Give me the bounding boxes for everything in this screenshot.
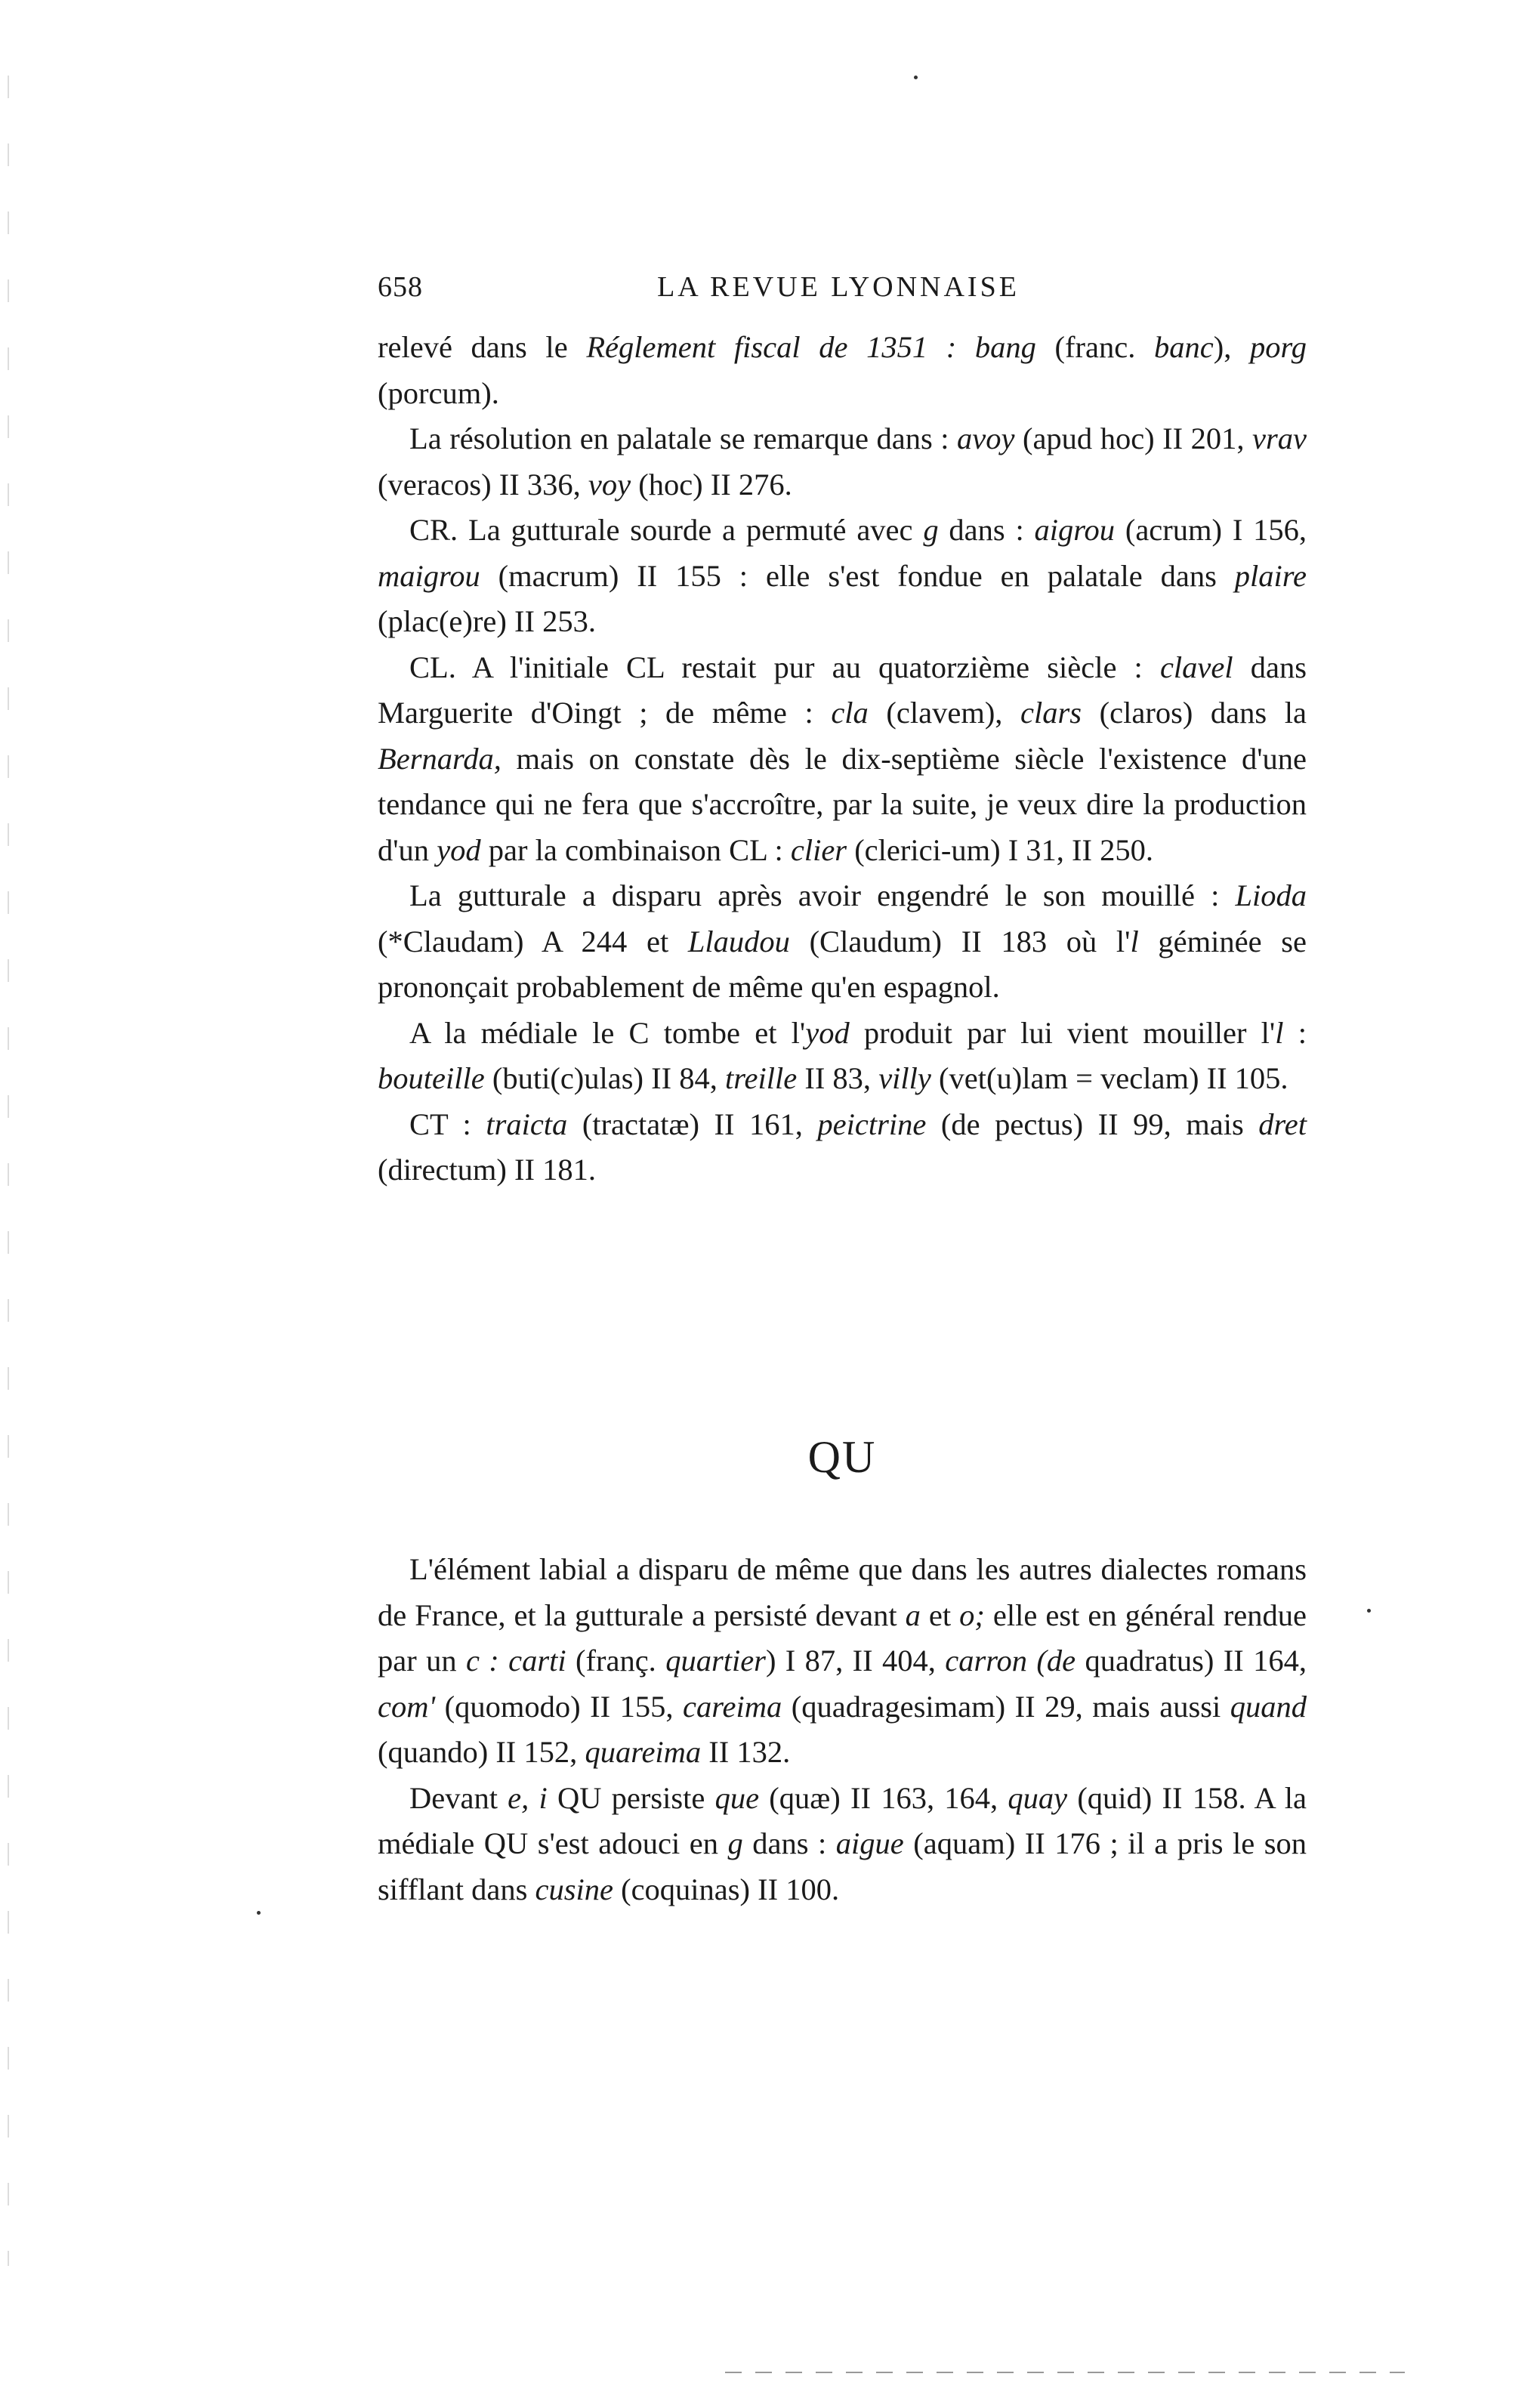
section-body-qu	[378, 1547, 1307, 1912]
page-header	[378, 270, 1307, 316]
section-body-c	[378, 325, 1307, 1193]
paragraph-cl: CL. A l'initiale CL restait pur au quatorzième siècle : clavel dans Marguerite d'Oingt ; de même : cla (clavem), clars (claros) dans la Bernarda, mais on constate dès le dix-septième siècle l'existence d'une tendance qui ne fera que s'accroître, par la suite, je veux dire la production d'un yod par la combinaison CL : clier (clerici-um) I 31, II 250.	[378, 650, 1307, 867]
paragraph-labial: L'élément labial a disparu de même que dans les autres dialectes romans de France, et la gutturale a persisté devant a et o; elle est en général rendue par un c : carti (franç. quartier) I 87, II 404, carron (de quadratus) II 164, com' (quomodo) II 155, careima (quadragesimam) II 29, mais aussi quand (quando) II 152, quareima II 132.	[378, 1552, 1307, 1769]
paragraph-ct: CT : traicta (tractatæ) II 161, peictrine (de pectus) II 99, mais dret (directum) II 181.	[378, 1107, 1307, 1187]
paragraph-devant-e-i: Devant e, i QU persiste que (quæ) II 163, 164, quay (quid) II 158. A la médiale QU s'est adouci en g dans : aigue (aquam) II 176 ; il a pris le son sifflant dans cusine (coquinas) II 100.	[378, 1780, 1307, 1906]
paragraph-cr: CR. La gutturale sourde a permuté avec g dans : aigrou (acrum) I 156, maigrou (macrum) II 155 : elle s'est fondue en palatale dans plaire (plac(e)re) II 253.	[378, 513, 1307, 638]
paragraph-palatal: La résolution en palatale se remarque dans : avoy (apud hoc) II 201, vrav (veracos) II 336, voy (hoc) II 276.	[378, 421, 1307, 502]
paragraph-continued: relevé dans le Réglement fiscal de 1351 : bang (franc. banc), porg (porcum).	[378, 330, 1307, 410]
section-title-qu: QU	[807, 1432, 877, 1482]
scan-speck	[1367, 1609, 1371, 1613]
scan-edge-artifact	[8, 76, 9, 2266]
paragraph-mediale: A la médiale le C tombe et l'yod produit par lui vient mouiller l'l : bouteille (buti(c)ulas) II 84, treille II 83, villy (vet(u)lam = veclam) II 105.	[378, 1015, 1307, 1095]
running-title: LA REVUE LYONNAISE	[657, 271, 1020, 303]
paragraph-gutturale: La gutturale a disparu après avoir engendré le son mouillé : Lioda (*Claudam) A 244 et Llaudou (Claudum) II 183 où l'l géminée se prononçait probablement de même qu'en espagnol.	[378, 878, 1307, 1004]
scan-bottom-edge	[725, 2372, 1405, 2373]
scan-speck	[914, 76, 918, 79]
page-number: 658	[378, 271, 423, 303]
scan-speck	[257, 1911, 261, 1915]
